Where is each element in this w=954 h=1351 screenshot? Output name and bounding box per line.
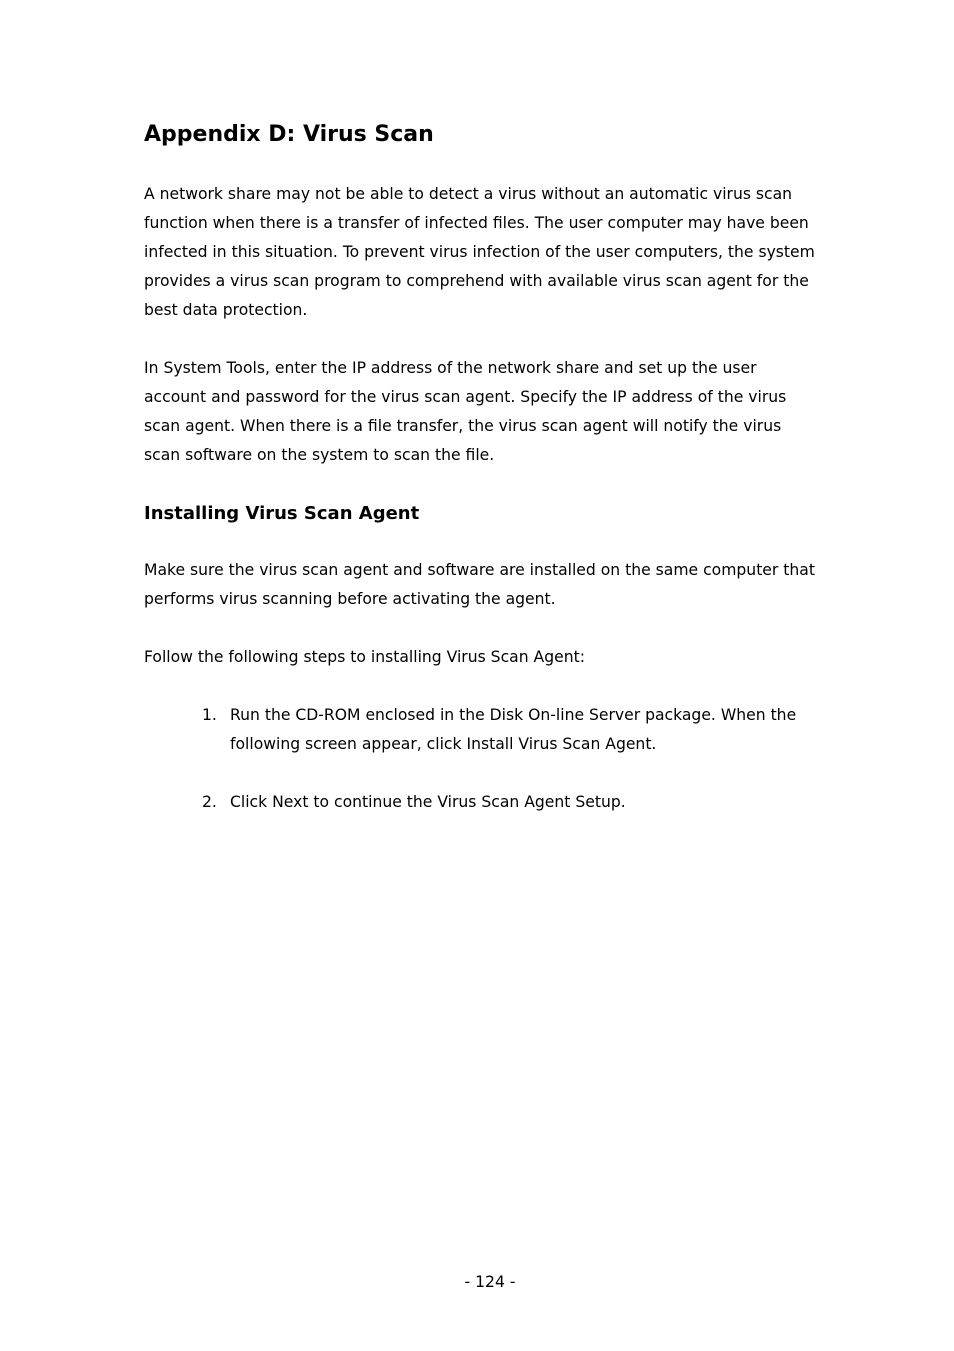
list-item	[202, 701, 816, 759]
page-number: - 124 -	[464, 1273, 516, 1291]
step-number: 1.	[202, 706, 217, 724]
intro-paragraph-2: In System Tools, enter the IP address of the network share and set up the user account and password for the virus scan agent. Specify the IP address of the virus scan agent. When there is a file transfer, the virus scan agent will notify the virus scan software on the system to scan the file.	[144, 359, 787, 464]
section-heading: Installing Virus Scan Agent	[144, 503, 420, 524]
list-item	[202, 788, 816, 817]
install-paragraph-1: Make sure the virus scan agent and software are installed on the same computer that performs virus scanning before activating the agent.	[144, 561, 815, 608]
page-content	[144, 118, 816, 846]
intro-paragraph-1: A network share may not be able to detect a virus without an automatic virus scan function when there is a transfer of infected files. The user computer may have been infected in this situation. To prevent virus infection of the user computers, the system provides a virus scan program to comprehend with available virus scan agent for the best data protection.	[144, 185, 815, 319]
step-text: Click Next to continue the Virus Scan Agent Setup.	[230, 793, 626, 811]
steps-list	[144, 701, 816, 817]
step-text: Run the CD-ROM enclosed in the Disk On-line Server package. When the following screen appear, click Install Virus Scan Agent.	[230, 706, 797, 753]
appendix-heading: Appendix D: Virus Scan	[144, 122, 434, 147]
step-number: 2.	[202, 793, 217, 811]
install-paragraph-2: Follow the following steps to installing Virus Scan Agent:	[144, 648, 585, 666]
